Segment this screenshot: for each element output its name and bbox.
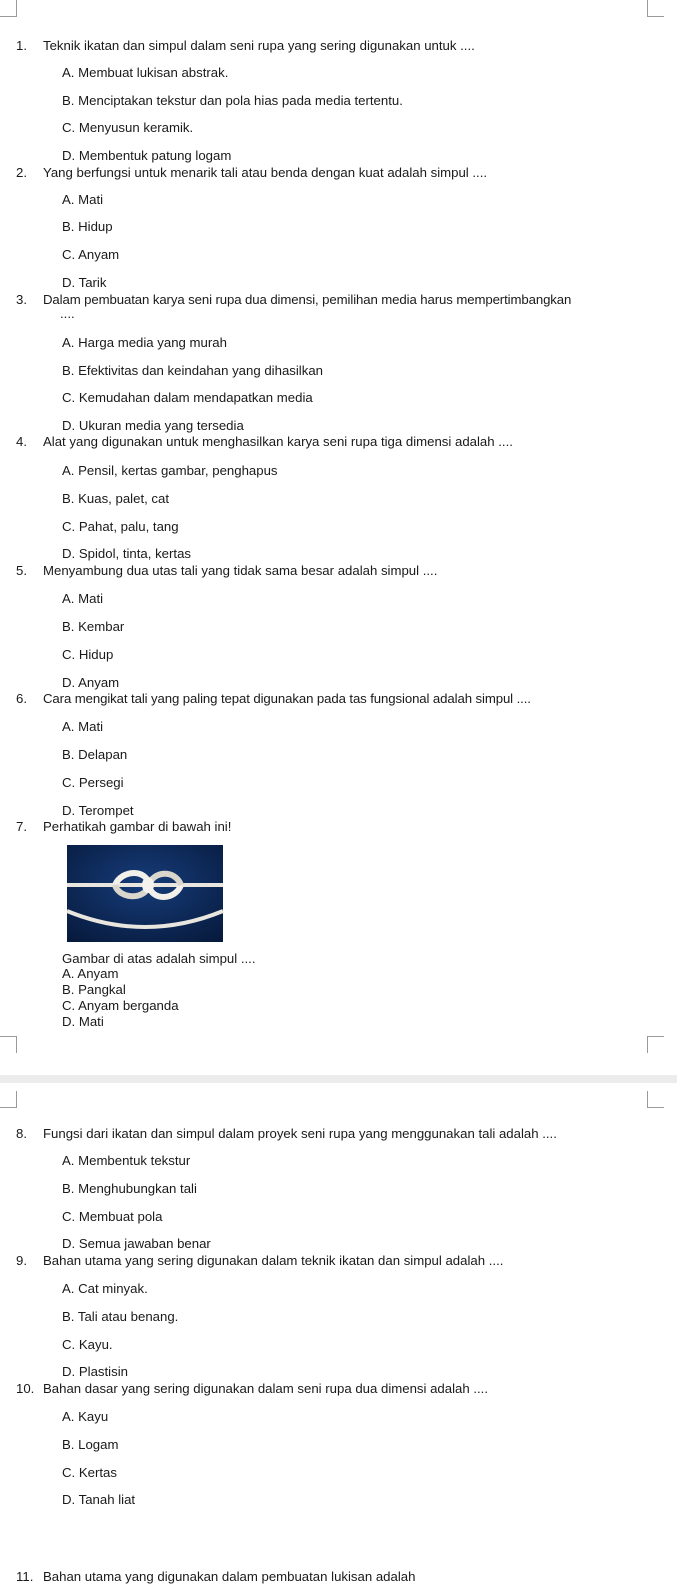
option: A. Mati: [62, 719, 104, 734]
option: A. Mati: [62, 591, 104, 606]
option: D. Anyam: [62, 675, 120, 690]
question-number: 4.: [16, 434, 27, 449]
option: C. Anyam: [62, 247, 120, 262]
option: C. Anyam berganda: [62, 998, 179, 1013]
option: A. Membentuk tekstur: [62, 1153, 191, 1168]
knot-image: [67, 845, 223, 942]
question-5: [16, 563, 438, 579]
option: A. Kayu: [62, 1409, 109, 1424]
option: D. Membentuk patung logam: [62, 148, 232, 163]
option: D. Semua jawaban benar: [62, 1236, 211, 1251]
question-9: [16, 1253, 504, 1269]
crop-mark: [647, 0, 664, 17]
page-separator: [0, 1075, 677, 1083]
option: C. Kayu.: [62, 1337, 113, 1352]
question-10: [16, 1381, 489, 1397]
question-number: 8.: [16, 1126, 27, 1141]
question-number: 11.: [16, 1569, 34, 1584]
question-number: 6.: [16, 691, 27, 706]
option: A. Harga media yang murah: [62, 335, 227, 350]
question-number: 10.: [16, 1381, 35, 1396]
question-4: [16, 434, 513, 450]
option: B. Efektivitas dan keindahan yang dihasilkan: [62, 363, 323, 378]
option: A. Pensil, kertas gambar, penghapus: [62, 463, 278, 478]
question-number: 7.: [16, 819, 27, 834]
question-text: Teknik ikatan dan simpul dalam seni rupa yang sering digunakan untuk ....: [43, 38, 475, 53]
question-text: Alat yang digunakan untuk menghasilkan karya seni rupa tiga dimensi adalah ....: [43, 434, 513, 449]
question-number: 1.: [16, 38, 27, 53]
option: A. Membuat lukisan abstrak.: [62, 65, 229, 80]
question-3: [16, 292, 572, 308]
option: C. Membuat pola: [62, 1209, 163, 1224]
option: C. Kemudahan dalam mendapatkan media: [62, 390, 313, 405]
question-text: Bahan dasar yang sering digunakan dalam seni rupa dua dimensi adalah ....: [43, 1381, 489, 1396]
question-text: Yang berfungsi untuk menarik tali atau benda dengan kuat adalah simpul ....: [43, 165, 488, 180]
option: D. Mati: [62, 1014, 104, 1029]
question-7: [16, 819, 232, 835]
option: A. Mati: [62, 192, 104, 207]
option: D. Ukuran media yang tersedia: [62, 418, 244, 433]
image-caption: Gambar di atas adalah simpul ....: [62, 951, 256, 966]
question-text: Menyambung dua utas tali yang tidak sama besar adalah simpul ....: [43, 563, 438, 578]
option: A. Anyam: [62, 966, 119, 981]
question-number: 2.: [16, 165, 27, 180]
option: B. Kuas, palet, cat: [62, 491, 170, 506]
question-text: Cara mengikat tali yang paling tepat digunakan pada tas fungsional adalah simpul ....: [43, 691, 531, 706]
option: D. Plastisin: [62, 1364, 128, 1379]
question-2: [16, 165, 488, 181]
option: B. Hidup: [62, 219, 113, 234]
option: C. Hidup: [62, 647, 114, 662]
option: D. Tarik: [62, 275, 107, 290]
crop-mark: [647, 1036, 664, 1053]
crop-mark: [0, 1091, 17, 1108]
question-text: Bahan utama yang sering digunakan dalam teknik ikatan dan simpul adalah ....: [43, 1253, 504, 1268]
option: B. Logam: [62, 1437, 119, 1452]
option: C. Pahat, palu, tang: [62, 519, 179, 534]
question-11: [16, 1569, 416, 1585]
question-text-continued: ....: [60, 306, 75, 321]
question-number: 9.: [16, 1253, 27, 1268]
question-number: 5.: [16, 563, 27, 578]
crop-mark: [0, 0, 17, 17]
option: A. Cat minyak.: [62, 1281, 148, 1296]
option: D. Tanah liat: [62, 1492, 136, 1507]
document-page-2: [0, 1083, 677, 1584]
option: C. Persegi: [62, 775, 124, 790]
question-8: [16, 1126, 557, 1142]
option: D. Spidol, tinta, kertas: [62, 546, 192, 561]
option: C. Kertas: [62, 1465, 117, 1480]
option: C. Menyusun keramik.: [62, 120, 194, 135]
question-number: 3.: [16, 292, 27, 307]
crop-mark: [0, 1036, 17, 1053]
option: D. Terompet: [62, 803, 134, 818]
option: B. Tali atau benang.: [62, 1309, 179, 1324]
question-text: Bahan utama yang digunakan dalam pembuatan lukisan adalah: [43, 1569, 416, 1584]
question-text: Dalam pembuatan karya seni rupa dua dimensi, pemilihan media harus mempertimbangkan: [43, 292, 572, 307]
question-text: Perhatikah gambar di bawah ini!: [43, 819, 232, 834]
option: B. Menciptakan tekstur dan pola hias pada media tertentu.: [62, 93, 403, 108]
option: B. Delapan: [62, 747, 128, 762]
option: B. Kembar: [62, 619, 125, 634]
question-1: [16, 38, 475, 54]
question-6: [16, 691, 531, 707]
crop-mark: [647, 1091, 664, 1108]
option: B. Menghubungkan tali: [62, 1181, 197, 1196]
question-text: Fungsi dari ikatan dan simpul dalam proyek seni rupa yang menggunakan tali adalah ....: [43, 1126, 557, 1141]
option: B. Pangkal: [62, 982, 126, 997]
